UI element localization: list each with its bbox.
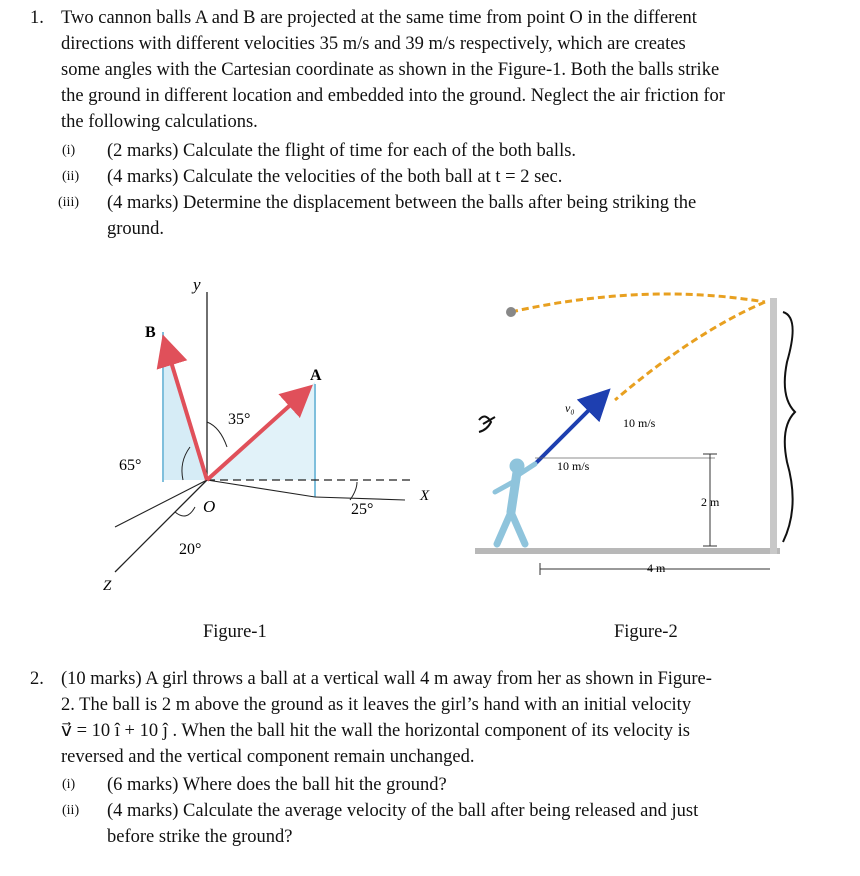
figure-2 — [465, 272, 810, 602]
question-1-line-5: the following calculations. — [61, 112, 258, 132]
question-2-number: 2. — [30, 669, 44, 689]
q1-part-text: (2 marks) Calculate the flight of time for each of the both balls. — [107, 141, 577, 161]
figure-1-caption: Figure-1 — [203, 622, 267, 642]
angle-35-label: 35° — [228, 411, 251, 428]
speed-top-label: 10 m/s — [623, 416, 656, 430]
question-2-line-2: 2. The ball is 2 m above the ground as it leaves the girl’s hand with an initial velocity — [61, 695, 692, 715]
angle-65-label: 65° — [119, 457, 142, 474]
v0-label: v₀ — [565, 401, 575, 415]
question-2-line-4: reversed and the vertical component remain unchanged. — [61, 747, 475, 767]
ground — [475, 548, 780, 554]
wall-brace — [783, 312, 795, 542]
figure-1 — [95, 272, 455, 602]
question-1-number: 1. — [30, 8, 44, 28]
q2-part-label: (ii) — [62, 803, 80, 818]
question-1-line-4: the ground in different location and embedded into the ground. Neglect the air friction for — [61, 86, 725, 106]
question-1-line-1: Two cannon balls A and B are projected at the same time from point O in the different — [61, 8, 697, 28]
speed-side-label: 10 m/s — [557, 459, 590, 473]
q1-part-label: (iii) — [58, 195, 79, 210]
q2-part-text-continued: before strike the ground? — [107, 827, 293, 847]
origin-label: O — [203, 497, 216, 516]
q2-part-text: (6 marks) Where does the ball hit the ground? — [107, 775, 447, 795]
ball-a-label: A — [310, 367, 322, 384]
question-1-line-2: directions with different velocities 35 m/s and 39 m/s respectively, which are creates — [61, 34, 686, 54]
q1-part-text: (4 marks) Calculate the velocities of the both ball at t = 2 sec. — [107, 167, 563, 187]
question-2-line-1: (10 marks) A girl throws a ball at a vertical wall 4 m away from her as shown in Figure- — [61, 669, 712, 689]
ball-b-label: B — [145, 324, 156, 341]
distance-label: 4 m — [647, 561, 666, 575]
q1-part-label: (ii) — [62, 169, 80, 184]
figure-2-caption: Figure-2 — [614, 622, 678, 642]
sketch-mark — [479, 416, 495, 432]
q1-part-text-continued: ground. — [107, 219, 165, 239]
axis-x-label: X — [420, 488, 430, 504]
girl-figure — [495, 459, 535, 544]
height-label: 2 m — [701, 495, 720, 509]
question-1-line-3: some angles with the Cartesian coordinate as shown in the Figure-1. Both the balls strike — [61, 60, 720, 80]
q2-part-label: (i) — [62, 777, 76, 792]
angle-25-label: 25° — [351, 501, 374, 518]
q2-part-text: (4 marks) Calculate the average velocity of the ball after being released and just — [107, 801, 699, 821]
wall — [770, 298, 777, 554]
axis-z-label: Z — [103, 578, 112, 594]
axis-y-label: y — [193, 275, 201, 294]
z-axis — [115, 480, 207, 572]
angle-20-label: 20° — [179, 541, 202, 558]
question-2-line-3: v⃗ = 10 î + 10 ĵ . When the ball hit the wall the horizontal component of its velocity is — [61, 721, 691, 741]
ball — [506, 307, 516, 317]
ball-trajectory — [511, 294, 765, 400]
q1-part-text: (4 marks) Determine the displacement between the balls after being striking the — [107, 193, 697, 213]
q1-part-label: (i) — [62, 143, 76, 158]
